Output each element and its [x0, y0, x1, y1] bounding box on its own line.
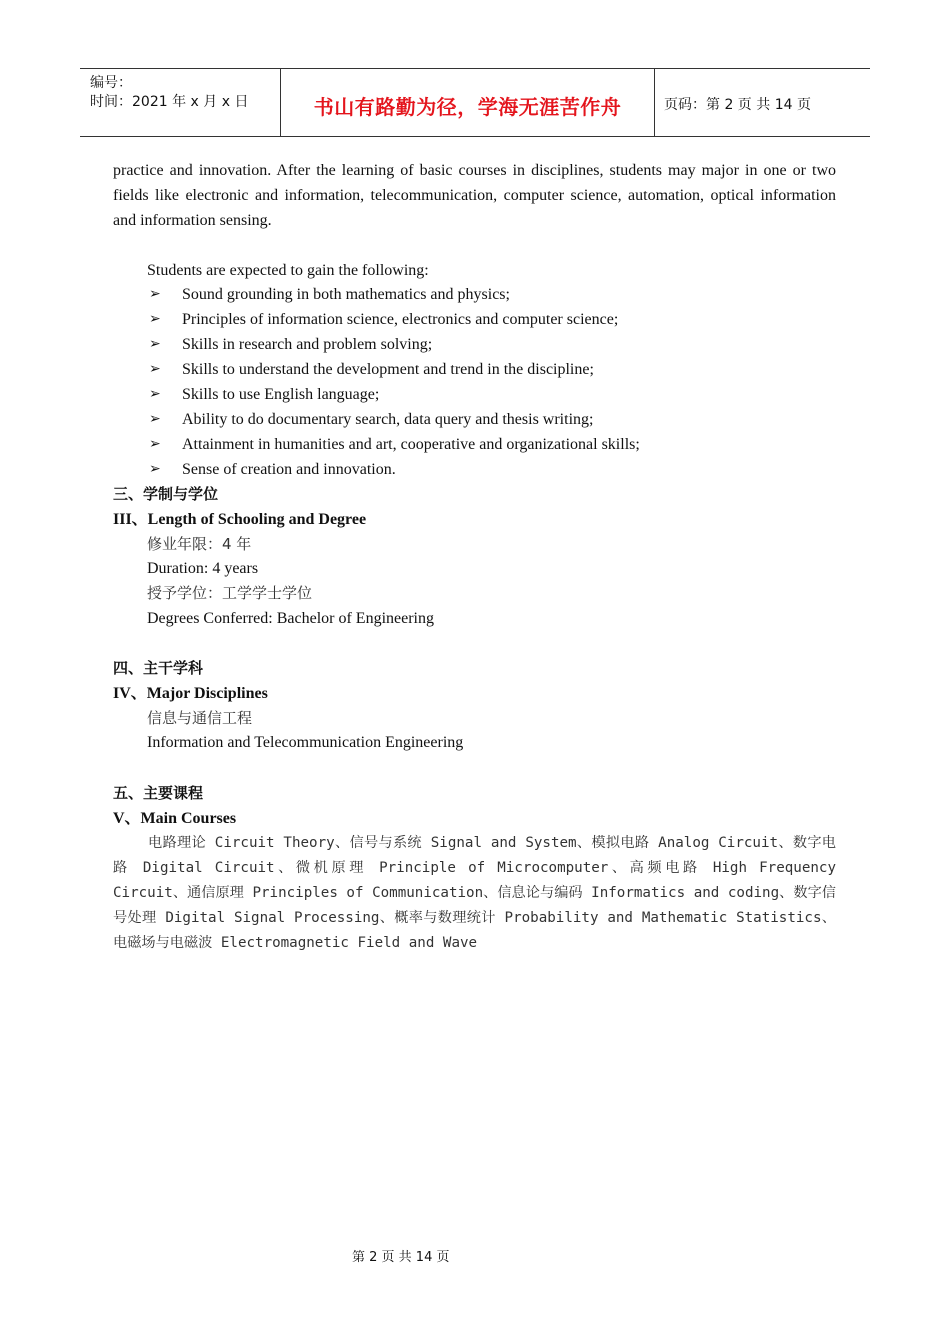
section3-title-cn: 三、学制与学位: [113, 485, 219, 503]
header-page-cell: [654, 69, 870, 136]
duration-cn: 修业年限：4 年: [147, 535, 252, 553]
header-motto: 书山有路勤为径，学海无涯苦作舟: [313, 95, 622, 119]
expectation-item: Principles of information science, electronics and computer science;: [182, 311, 619, 328]
document-date: 时间：2021 年 x 月 x 日: [90, 94, 249, 110]
expectation-item: Ability to do documentary search, data query and thesis writing;: [182, 411, 594, 428]
expectation-item: Sound grounding in both mathematics and physics;: [182, 286, 510, 303]
intro-paragraph: practice and innovation. After the learning of basic courses in disciplines, students may major in one or two fields like electronic and information, telecommunication, computer science, automation, optical information and information sensing.: [113, 162, 836, 229]
expectation-item: Skills to understand the development and trend in the discipline;: [182, 361, 594, 378]
section3-title-en: III、Length of Schooling and Degree: [113, 511, 367, 528]
bullet-arrow-icon: ➢: [149, 337, 161, 352]
page-footer: 第 2 页 共 14 页: [352, 1250, 450, 1265]
discipline-cn: 信息与通信工程: [147, 709, 253, 727]
expectations-lead: Students are expected to gain the following:: [147, 262, 429, 279]
section5-title-en: V、Main Courses: [113, 810, 237, 827]
expectation-item: Skills to use English language;: [182, 386, 380, 403]
expectation-item: Attainment in humanities and art, cooperative and organizational skills;: [182, 436, 640, 453]
main-courses-list: 电路理论 Circuit Theory、信号与系统 Signal and System、模拟电路 Analog Circuit、数字电路 Digital Circuit、微机原理 Principle of Microcomputer、高频电路 High Frequency Circuit、通信原理 Principles of Communication、信息论与编码 Informatics and coding、数字信号处理 Digital Signal Processing、概率与数理统计 Probability and Mathematic Statistics、电磁场与电磁波 Electromagnetic Field and Wave: [113, 835, 836, 951]
header-page-info: 页码：第 2 页 共 14 页: [664, 97, 811, 113]
bullet-arrow-icon: ➢: [149, 412, 161, 427]
bullet-arrow-icon: ➢: [149, 362, 161, 377]
page-header: [80, 68, 870, 137]
section5-title-cn: 五、主要课程: [113, 784, 204, 802]
bullet-arrow-icon: ➢: [149, 437, 161, 452]
document-number-label: 编号：: [90, 75, 132, 91]
section4-title-en: IV、Major Disciplines: [113, 685, 268, 702]
degree-en: Degrees Conferred: Bachelor of Engineering: [147, 610, 434, 627]
bullet-arrow-icon: ➢: [149, 312, 161, 327]
header-motto-cell: [280, 69, 655, 136]
discipline-en: Information and Telecommunication Engineering: [147, 734, 464, 751]
bullet-arrow-icon: ➢: [149, 387, 161, 402]
expectation-item: Sense of creation and innovation.: [182, 461, 396, 478]
expectation-item: Skills in research and problem solving;: [182, 336, 433, 353]
degree-cn: 授予学位：工学学士学位: [147, 584, 313, 602]
section4-title-cn: 四、主干学科: [113, 659, 204, 677]
header-meta-cell: [80, 69, 280, 136]
duration-en: Duration: 4 years: [147, 560, 259, 577]
bullet-arrow-icon: ➢: [149, 462, 161, 477]
bullet-arrow-icon: ➢: [149, 287, 161, 302]
